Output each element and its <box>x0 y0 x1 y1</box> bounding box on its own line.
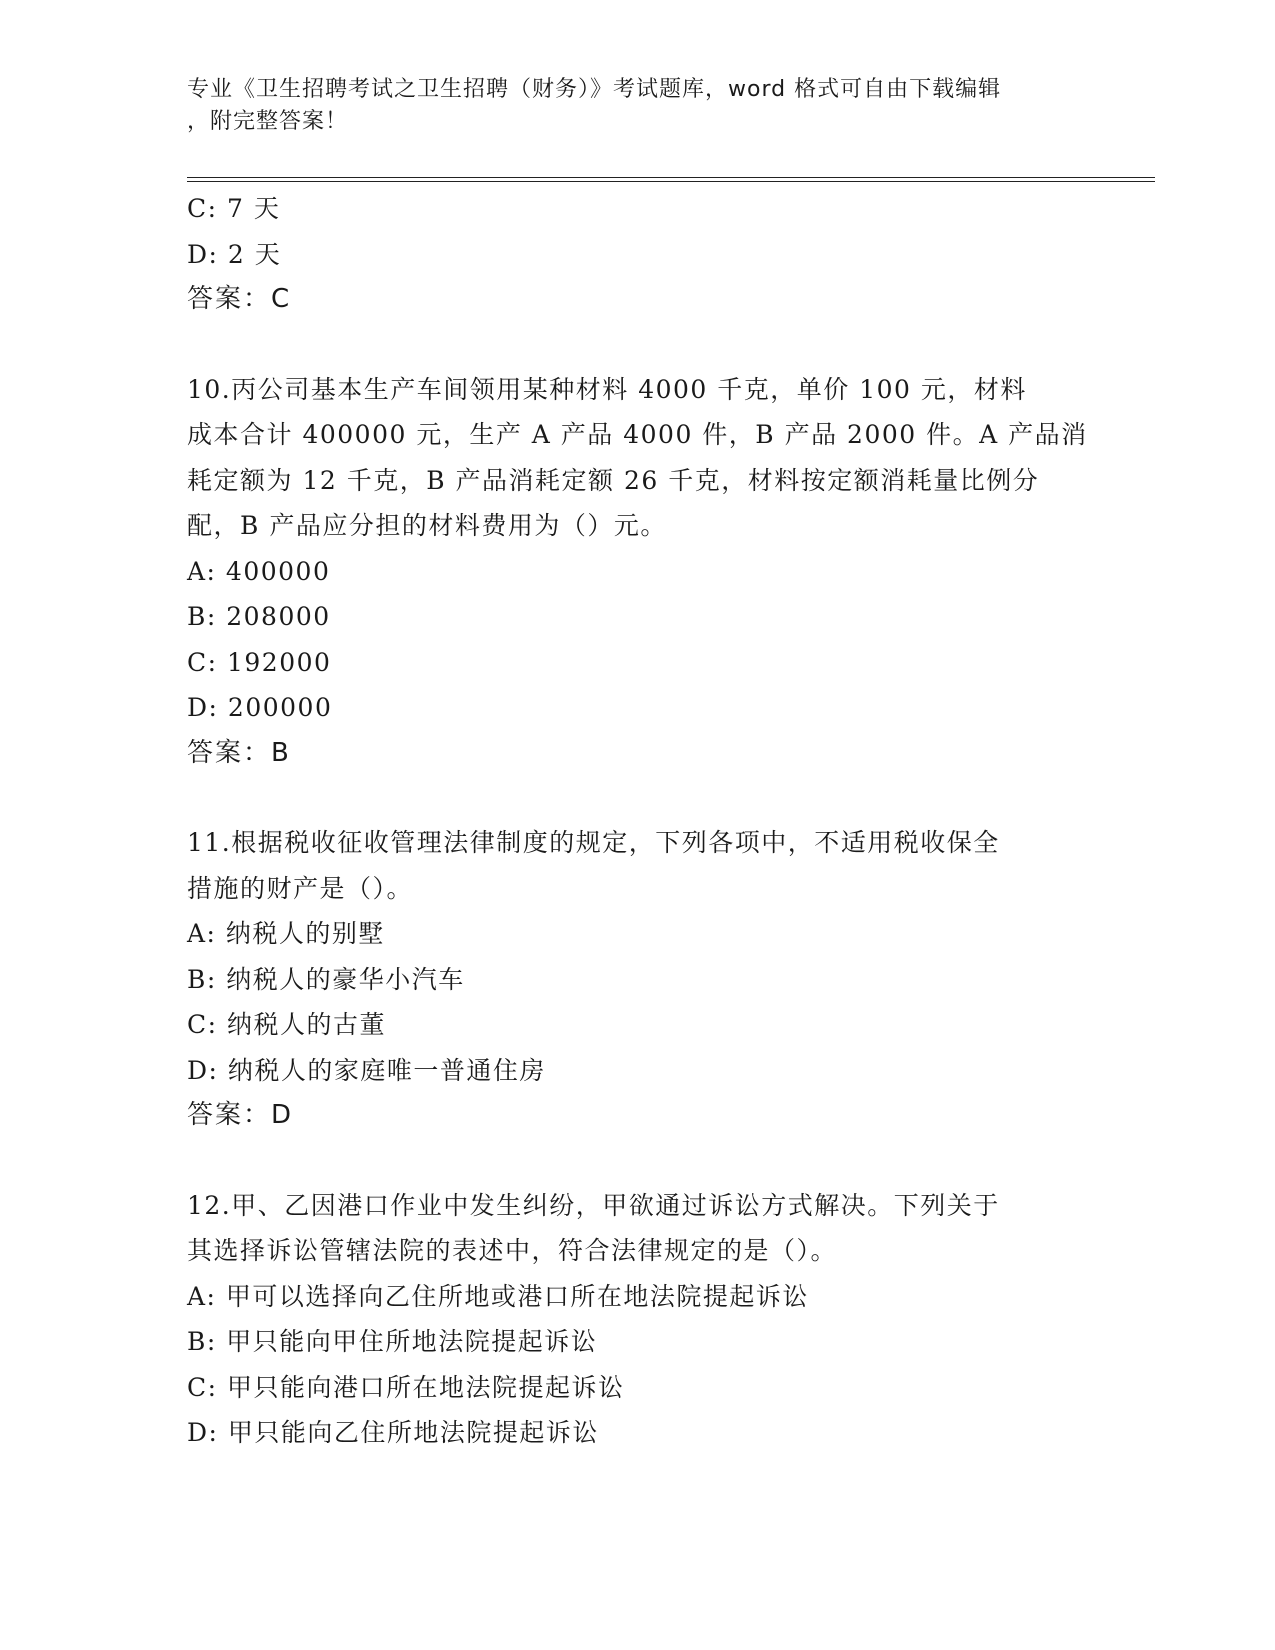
option-b: B: 208000 <box>187 602 331 631</box>
question-10 <box>187 367 1087 777</box>
question-stem-line: 配，B 产品应分担的材料费用为（）元。 <box>187 511 667 540</box>
answer: 答案：D <box>187 1100 294 1130</box>
option-c: C: 7 天 <box>187 194 281 223</box>
option-c: C: 纳税人的古董 <box>187 1010 386 1039</box>
header-title-line-2: ，附完整答案！ <box>187 109 349 134</box>
question-stem-line: 10.丙公司基本生产车间领用某种材料 4000 千克，单价 100 元，材料 <box>187 374 1027 404</box>
question-stem-line: 措施的财产是（）。 <box>187 873 414 903</box>
question-stem-line: 其选择诉讼管辖法院的表述中，符合法律规定的是（）。 <box>187 1236 838 1265</box>
option-b: B: 甲只能向甲住所地法院提起诉讼 <box>187 1327 598 1356</box>
option-d: D: 200000 <box>187 693 333 722</box>
question-stem-line: 成本合计 400000 元，生产 A 产品 4000 件，B 产品 2000 件。A 产品消 <box>187 420 1088 449</box>
question-stem-line: 11.根据税收征收管理法律制度的规定，下列各项中，不适用税收保全 <box>187 828 1000 857</box>
option-a: A: 甲可以选择向乙住所地或港口所在地法院提起诉讼 <box>187 1281 809 1311</box>
header-divider-bottom <box>187 181 1155 182</box>
option-d: D: 2 天 <box>187 239 282 269</box>
header-divider-top <box>187 177 1155 178</box>
option-d: D: 甲只能向乙住所地法院提起诉讼 <box>187 1418 599 1447</box>
option-c: C: 甲只能向港口所在地法院提起诉讼 <box>187 1372 625 1402</box>
option-b: B: 纳税人的豪华小汽车 <box>187 964 465 994</box>
question-stem-line: 12.甲、乙因港口作业中发生纠纷，甲欲通过诉讼方式解决。下列关于 <box>187 1190 1000 1220</box>
question-11 <box>187 820 1087 1139</box>
option-a: A: 纳税人的别墅 <box>187 919 385 948</box>
question-stem-line: 耗定额为 12 千克，B 产品消耗定额 26 千克，材料按定额消耗量比例分 <box>187 465 1040 495</box>
option-d: D: 纳税人的家庭唯一普通住房 <box>187 1055 546 1085</box>
page-header <box>187 74 1067 138</box>
spacer <box>187 1139 1087 1183</box>
answer: 答案：B <box>187 737 291 768</box>
option-c: C: 192000 <box>187 647 332 677</box>
spacer <box>187 323 1087 367</box>
spacer <box>187 776 1087 820</box>
header-title-line-1: 专业《卫生招聘考试之卫生招聘（财务）》考试题库，word 格式可自由下载编辑 <box>187 77 1002 102</box>
answer: 答案：C <box>187 284 292 314</box>
question-12 <box>187 1183 1087 1456</box>
question-list <box>187 186 1087 1456</box>
option-a: A: 400000 <box>187 556 331 586</box>
question-9 <box>187 186 1087 323</box>
